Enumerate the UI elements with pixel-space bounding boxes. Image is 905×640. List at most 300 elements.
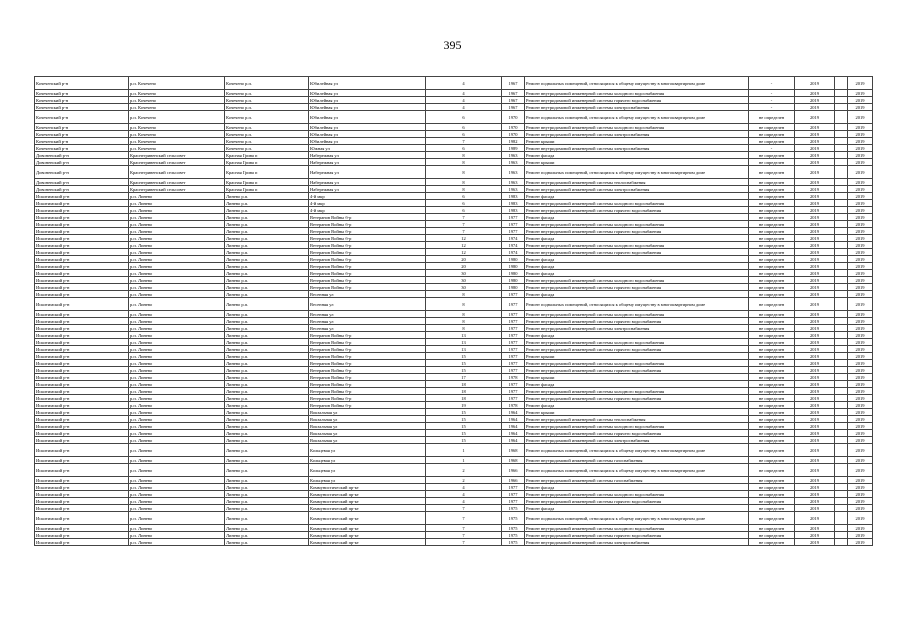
house-number-cell: 7 [426,214,502,221]
build-year-cell: 1977 [502,346,525,353]
blank-cell [835,409,848,416]
house-number-cell: 7 [426,532,502,539]
table-row [35,332,873,339]
end-year-cell: 2019 [848,353,873,360]
cost-cell: не определен [749,444,795,457]
work-type-cell: Ремонт внутридомовой инженерной системы холодного водоснабжения [525,423,749,430]
municipal-cell: Кочечено р.п. [225,138,309,145]
cost-cell: не определен [749,353,795,360]
start-year-cell: 2019 [795,221,835,228]
build-year-cell: 1977 [502,353,525,360]
cost-cell: не определен [749,539,795,546]
cost-cell: не определен [749,138,795,145]
cost-cell: не определен [749,270,795,277]
build-year-cell: 1975 [502,512,525,525]
build-year-cell: 1980 [502,270,525,277]
district-cell: Искитимский р-н [35,360,129,367]
table-row [35,159,873,166]
end-year-cell: 2019 [848,464,873,477]
municipal-cell: Линево р.п. [225,270,309,277]
start-year-cell: 2019 [795,235,835,242]
build-year-cell: 1978 [502,402,525,409]
house-number-cell: 1 [426,444,502,457]
district-cell: Искитимский р-н [35,525,129,532]
cost-cell: не определен [749,221,795,228]
table-row [35,395,873,402]
settlement-cell: р.п. Линево [129,423,225,430]
end-year-cell: 2019 [848,221,873,228]
district-cell: Искитимский р-н [35,242,129,249]
municipal-cell: Линево р.п. [225,395,309,402]
blank-cell [835,228,848,235]
table-row [35,388,873,395]
cost-cell: - [749,90,795,97]
blank-cell [835,152,848,159]
cost-cell: не определен [749,124,795,131]
work-type-cell: Ремонт подвальных помещений, относящихся к общему имуществу в многоквартирном доме [525,298,749,311]
cost-cell: не определен [749,242,795,249]
work-type-cell: Ремонт подвальных помещений, относящихся к общему имуществу в многоквартирном доме [525,444,749,457]
municipal-cell: Линево р.п. [225,214,309,221]
end-year-cell: 2019 [848,186,873,193]
build-year-cell: 1963 [502,159,525,166]
settlement-cell: р.п. Линево [129,395,225,402]
work-type-cell: Ремонт внутридомовой инженерной системы электроснабжения [525,325,749,332]
district-cell: Кочеченский р-н [35,111,129,124]
settlement-cell: р.п. Линево [129,256,225,263]
build-year-cell: 1964 [502,416,525,423]
end-year-cell: 2019 [848,311,873,318]
district-cell: Искитимский р-н [35,505,129,512]
end-year-cell: 2019 [848,97,873,104]
build-year-cell: 1980 [502,263,525,270]
district-cell: Искитимский р-н [35,498,129,505]
street-cell: Ветеранов Войны б-р [309,242,426,249]
work-type-cell: Ремонт внутридомовой инженерной системы холодного водоснабжения [525,200,749,207]
municipal-cell: Линево р.п. [225,318,309,325]
end-year-cell: 2019 [848,512,873,525]
build-year-cell: 1966 [502,464,525,477]
house-number-cell: 18 [426,381,502,388]
start-year-cell: 2019 [795,409,835,416]
street-cell: Ветеранов Войны б-р [309,228,426,235]
house-number-cell: 4 [426,97,502,104]
street-cell: Ветеранов Войны б-р [309,235,426,242]
municipal-cell: Красная Грива п [225,159,309,166]
start-year-cell: 2019 [795,311,835,318]
end-year-cell: 2019 [848,207,873,214]
municipal-cell: Линево р.п. [225,381,309,388]
municipal-cell: Линево р.п. [225,437,309,444]
cost-cell: не определен [749,416,795,423]
work-type-cell: Ремонт фасада [525,152,749,159]
start-year-cell: 2019 [795,477,835,484]
table-row [35,284,873,291]
blank-cell [835,200,848,207]
settlement-cell: р.п. Линево [129,277,225,284]
house-number-cell: 15 [426,437,502,444]
district-cell: Кочеченский р-н [35,97,129,104]
settlement-cell: р.п. Линево [129,464,225,477]
build-year-cell: 1968 [502,444,525,457]
street-cell: Юбилейная ул [309,111,426,124]
start-year-cell: 2019 [795,228,835,235]
cost-cell: не определен [749,477,795,484]
house-number-cell: 8 [426,298,502,311]
work-type-cell: Ремонт внутридомовой инженерной системы горячего водоснабжения [525,318,749,325]
work-type-cell: Ремонт внутридомовой инженерной системы электроснабжения [525,186,749,193]
street-cell: Набережная ул [309,179,426,186]
table-row [35,367,873,374]
start-year-cell: 2019 [795,249,835,256]
work-type-cell: Ремонт внутридомовой инженерной системы газоснабжения [525,457,749,464]
cost-cell: - [749,77,795,90]
end-year-cell: 2019 [848,505,873,512]
blank-cell [835,179,848,186]
municipal-cell: Кочечено р.п. [225,131,309,138]
district-cell: Искитимский р-н [35,298,129,311]
municipal-cell: Красная Грива п [225,166,309,179]
street-cell: Ветеранов Войны б-р [309,360,426,367]
start-year-cell: 2019 [795,395,835,402]
build-year-cell: 1989 [502,145,525,152]
build-year-cell: 1983 [502,200,525,207]
build-year-cell: 1975 [502,525,525,532]
blank-cell [835,193,848,200]
cost-cell: не определен [749,395,795,402]
start-year-cell: 2019 [795,193,835,200]
table-row [35,104,873,111]
cost-cell: не определен [749,298,795,311]
start-year-cell: 2019 [795,214,835,221]
work-type-cell: Ремонт внутридомовой инженерной системы холодного водоснабжения [525,277,749,284]
settlement-cell: р.п. Линево [129,221,225,228]
street-cell: Юбилейная ул [309,124,426,131]
street-cell: Юбилейная ул [309,104,426,111]
municipal-cell: Линево р.п. [225,360,309,367]
start-year-cell: 2019 [795,166,835,179]
street-cell: Южная ул [309,145,426,152]
start-year-cell: 2019 [795,145,835,152]
district-cell: Искитимский р-н [35,214,129,221]
street-cell: Коммунистический пр-кт [309,484,426,491]
build-year-cell: 1977 [502,311,525,318]
start-year-cell: 2019 [795,367,835,374]
district-cell: Искитимский р-н [35,395,129,402]
build-year-cell: 1977 [502,484,525,491]
house-number-cell: 12 [426,242,502,249]
build-year-cell: 1980 [502,277,525,284]
street-cell: Ветеранов Войны б-р [309,214,426,221]
house-number-cell: 15 [426,423,502,430]
blank-cell [835,498,848,505]
settlement-cell: р.п. Кочечено [129,138,225,145]
house-number-cell: 6 [426,207,502,214]
district-cell: Искитимский р-н [35,388,129,395]
house-number-cell: 8 [426,186,502,193]
table-row [35,512,873,525]
settlement-cell: р.п. Кочечено [129,77,225,90]
municipal-cell: Линево р.п. [225,263,309,270]
district-cell: Искитимский р-н [35,277,129,284]
blank-cell [835,395,848,402]
build-year-cell: 1983 [502,207,525,214]
municipal-cell: Линево р.п. [225,325,309,332]
blank-cell [835,339,848,346]
district-cell: Искитимский р-н [35,193,129,200]
blank-cell [835,457,848,464]
blank-cell [835,131,848,138]
district-cell: Искитимский р-н [35,284,129,291]
table-body [35,77,873,546]
settlement-cell: р.п. Линево [129,207,225,214]
cost-cell: не определен [749,284,795,291]
start-year-cell: 2019 [795,484,835,491]
municipal-cell: Линево р.п. [225,402,309,409]
house-number-cell: 20 [426,263,502,270]
settlement-cell: р.п. Линево [129,416,225,423]
build-year-cell: 1970 [502,131,525,138]
municipal-cell: Линево р.п. [225,457,309,464]
settlement-cell: р.п. Линево [129,249,225,256]
build-year-cell: 1977 [502,360,525,367]
district-cell: Искитимский р-н [35,332,129,339]
cost-cell: не определен [749,228,795,235]
house-number-cell: 15 [426,353,502,360]
build-year-cell: 1964 [502,430,525,437]
street-cell: Весенняя ул [309,311,426,318]
settlement-cell: р.п. Кочечено [129,104,225,111]
district-cell: Искитимский р-н [35,367,129,374]
table-row [35,498,873,505]
table-row [35,430,873,437]
district-cell: Искитимский р-н [35,512,129,525]
municipal-cell: Линево р.п. [225,193,309,200]
blank-cell [835,332,848,339]
house-number-cell: 4 [426,104,502,111]
municipal-cell: Кочечено р.п. [225,124,309,131]
house-number-cell: 6 [426,200,502,207]
table-row [35,374,873,381]
start-year-cell: 2019 [795,291,835,298]
blank-cell [835,214,848,221]
municipal-cell: Линево р.п. [225,221,309,228]
table-row [35,298,873,311]
end-year-cell: 2019 [848,381,873,388]
cost-cell: не определен [749,423,795,430]
blank-cell [835,124,848,131]
table-row [35,221,873,228]
table-row [35,256,873,263]
build-year-cell: 1982 [502,138,525,145]
district-cell: Кочеченский р-н [35,90,129,97]
build-year-cell: 1977 [502,381,525,388]
table-row [35,311,873,318]
street-cell: Весенняя ул [309,298,426,311]
house-number-cell: 7 [426,221,502,228]
cost-cell: не определен [749,339,795,346]
cost-cell: не определен [749,277,795,284]
municipal-cell: Линево р.п. [225,423,309,430]
district-cell: Искитимский р-н [35,402,129,409]
build-year-cell: 1967 [502,77,525,90]
district-cell: Искитимский р-н [35,423,129,430]
end-year-cell: 2019 [848,256,873,263]
work-type-cell: Ремонт подвальных помещений, относящихся к общему имуществу в многоквартирном доме [525,77,749,90]
end-year-cell: 2019 [848,242,873,249]
build-year-cell: 1964 [502,423,525,430]
house-number-cell: 15 [426,430,502,437]
district-cell: Довоненский р-н [35,179,129,186]
street-cell: Кольцевая ул [309,464,426,477]
street-cell: Ветеранов Войны б-р [309,221,426,228]
cost-cell: не определен [749,332,795,339]
street-cell: Коммунистический пр-кт [309,505,426,512]
municipal-cell: Линево р.п. [225,444,309,457]
end-year-cell: 2019 [848,228,873,235]
end-year-cell: 2019 [848,409,873,416]
municipal-cell: Линево р.п. [225,256,309,263]
blank-cell [835,235,848,242]
table-row [35,505,873,512]
house-number-cell: 18 [426,395,502,402]
house-number-cell: 4 [426,484,502,491]
street-cell: 4-й мкр [309,193,426,200]
blank-cell [835,249,848,256]
municipal-cell: Кочечено р.п. [225,90,309,97]
blank-cell [835,374,848,381]
blank-cell [835,505,848,512]
house-number-cell: 12 [426,235,502,242]
start-year-cell: 2019 [795,416,835,423]
house-number-cell: 4 [426,90,502,97]
district-cell: Кочеченский р-н [35,124,129,131]
start-year-cell: 2019 [795,97,835,104]
start-year-cell: 2019 [795,491,835,498]
build-year-cell: 1975 [502,505,525,512]
municipal-cell: Красная Грива п [225,179,309,186]
municipal-cell: Линево р.п. [225,284,309,291]
municipal-cell: Линево р.п. [225,505,309,512]
table-row [35,318,873,325]
settlement-cell: р.п. Линево [129,409,225,416]
settlement-cell: р.п. Линево [129,228,225,235]
cost-cell: не определен [749,360,795,367]
table-row [35,270,873,277]
cost-cell: не определен [749,193,795,200]
street-cell: Юбилейная ул [309,131,426,138]
end-year-cell: 2019 [848,498,873,505]
table-row [35,207,873,214]
district-cell: Кочеченский р-н [35,145,129,152]
municipal-cell: Линево р.п. [225,491,309,498]
house-number-cell: 12 [426,249,502,256]
house-number-cell: 6 [426,145,502,152]
blank-cell [835,298,848,311]
end-year-cell: 2019 [848,90,873,97]
start-year-cell: 2019 [795,152,835,159]
municipal-cell: Линево р.п. [225,409,309,416]
blank-cell [835,402,848,409]
table-row [35,235,873,242]
work-type-cell: Ремонт фасада [525,402,749,409]
district-cell: Искитимский р-н [35,346,129,353]
start-year-cell: 2019 [795,179,835,186]
start-year-cell: 2019 [795,512,835,525]
house-number-cell: 6 [426,124,502,131]
house-number-cell: 13 [426,339,502,346]
settlement-cell: Краснегривенский сельсовет [129,166,225,179]
street-cell: Ветеранов Войны б-р [309,270,426,277]
district-cell: Довоненский р-н [35,159,129,166]
street-cell: Кольцевая ул [309,477,426,484]
settlement-cell: р.п. Линево [129,381,225,388]
end-year-cell: 2019 [848,277,873,284]
blank-cell [835,423,848,430]
cost-cell: не определен [749,437,795,444]
district-cell: Искитимский р-н [35,416,129,423]
end-year-cell: 2019 [848,325,873,332]
end-year-cell: 2019 [848,104,873,111]
work-type-cell: Ремонт внутридомовой инженерной системы холодного водоснабжения [525,388,749,395]
work-type-cell: Ремонт крыши [525,353,749,360]
work-type-cell: Ремонт внутридомовой инженерной системы электроснабжения [525,131,749,138]
build-year-cell: 1968 [502,457,525,464]
blank-cell [835,90,848,97]
settlement-cell: р.п. Линево [129,318,225,325]
settlement-cell: р.п. Линево [129,505,225,512]
street-cell: Набережная ул [309,166,426,179]
start-year-cell: 2019 [795,346,835,353]
settlement-cell: р.п. Линево [129,484,225,491]
table-row [35,484,873,491]
end-year-cell: 2019 [848,402,873,409]
start-year-cell: 2019 [795,505,835,512]
work-type-cell: Ремонт внутридомовой инженерной системы горячего водоснабжения [525,249,749,256]
district-cell: Искитимский р-н [35,532,129,539]
house-number-cell: 6 [426,111,502,124]
street-cell: Коммунистический пр-кт [309,525,426,532]
blank-cell [835,346,848,353]
house-number-cell: 4 [426,498,502,505]
settlement-cell: р.п. Линево [129,332,225,339]
blank-cell [835,539,848,546]
work-type-cell: Ремонт крыши [525,409,749,416]
work-type-cell: Ремонт внутридомовой инженерной системы горячего водоснабжения [525,498,749,505]
settlement-cell: р.п. Кочечено [129,145,225,152]
district-cell: Довоненский р-н [35,166,129,179]
street-cell: Юбилейная ул [309,138,426,145]
cost-cell: не определен [749,402,795,409]
settlement-cell: р.п. Линево [129,367,225,374]
settlement-cell: р.п. Линево [129,311,225,318]
work-type-cell: Ремонт внутридомовой инженерной системы холодного водоснабжения [525,360,749,367]
cost-cell: - [749,97,795,104]
cost-cell: не определен [749,235,795,242]
house-number-cell: 30 [426,277,502,284]
end-year-cell: 2019 [848,138,873,145]
end-year-cell: 2019 [848,193,873,200]
start-year-cell: 2019 [795,270,835,277]
work-type-cell: Ремонт внутридомовой инженерной системы холодного водоснабжения [525,242,749,249]
table-row [35,186,873,193]
blank-cell [835,311,848,318]
cost-cell: не определен [749,152,795,159]
municipal-cell: Линево р.п. [225,228,309,235]
start-year-cell: 2019 [795,263,835,270]
table-row [35,402,873,409]
table-row [35,457,873,464]
